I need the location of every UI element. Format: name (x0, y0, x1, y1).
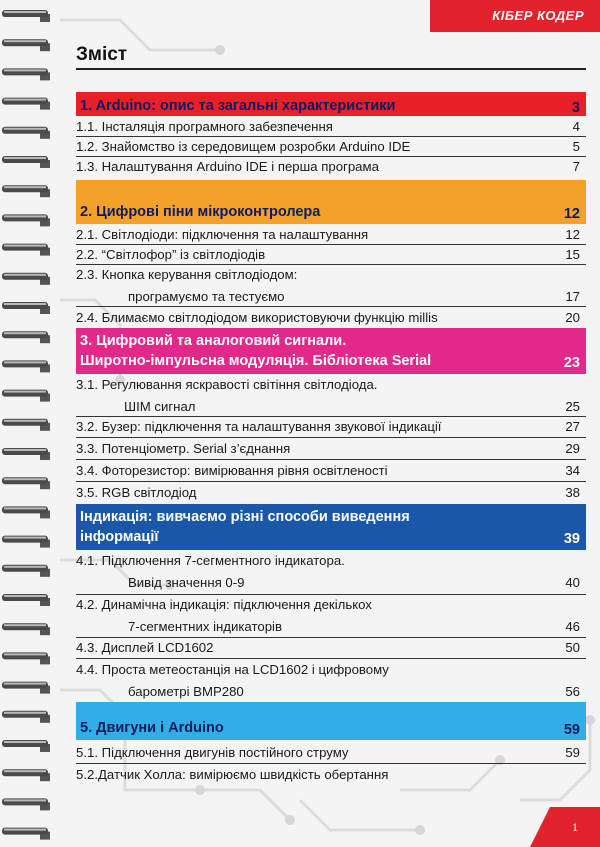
binding-ring (2, 39, 50, 51)
entry-page: 20 (565, 310, 580, 325)
entry-title: 1.3. Налаштування Arduino IDE і перша програма (76, 159, 379, 174)
entry-page: 40 (565, 575, 580, 590)
toc-entry[interactable] (76, 552, 586, 592)
entry-title: 3.3. Потенціометр. Serial з’єднання (76, 441, 291, 456)
toc-entry[interactable] (76, 138, 586, 155)
section-title-line2: Широтно-імпульсна модуляція. Бібліотека Serial (80, 353, 432, 369)
section-title: 3. Цифровий та аналоговий сигнали. (80, 333, 347, 349)
toc-entry[interactable] (76, 309, 586, 326)
entry-title: 2.2. “Світлофор” із світлодіодів (76, 247, 266, 262)
entry-title: 3.4. Фоторезистор: вимірювання рівня освітленості (76, 463, 388, 478)
entry-page: 59 (565, 745, 580, 760)
entry-page: 38 (565, 485, 580, 500)
entry-title: 1.2. Знайомство із середовищем розробки Arduino IDE (76, 139, 411, 154)
binding-ring (2, 594, 50, 606)
entry-page: 5 (572, 139, 580, 154)
section-heading-1[interactable] (76, 92, 586, 116)
binding-ring (2, 331, 50, 343)
binding-ring (2, 448, 50, 460)
section-page: 3 (571, 100, 580, 116)
entry-page: 15 (565, 247, 580, 262)
entry-title: 4.4. Проста метеостанція на LCD1602 і цифровому (76, 662, 389, 677)
section-title: 5. Двигуни і Arduino (80, 720, 224, 736)
section-title: 2. Цифрові піни мікроконтролера (80, 204, 321, 220)
page-number: 1 (572, 820, 578, 834)
binding-ring (2, 740, 50, 752)
binding-ring (2, 477, 50, 489)
binding-ring (2, 360, 50, 372)
page-corner (530, 807, 600, 847)
binding-ring (2, 769, 50, 781)
entry-title: 2.4. Блимаємо світлодіодом використовуючи функцію millis (76, 310, 438, 325)
entry-title-line2: Вивід значення 0-9 (128, 575, 245, 590)
divider (76, 459, 586, 460)
section-page: 12 (563, 206, 580, 222)
entry-page: 25 (565, 399, 580, 414)
spiral-binding (0, 0, 60, 847)
toc-entry[interactable] (76, 596, 586, 636)
binding-ring (2, 506, 50, 518)
binding-ring (2, 390, 50, 402)
binding-ring (2, 711, 50, 723)
entry-title: 4.3. Дисплей LCD1602 (76, 640, 214, 655)
entry-page: 7 (572, 159, 580, 174)
entry-title-line2: ШІМ сигнал (124, 399, 196, 414)
divider (76, 136, 586, 137)
binding-ring (2, 652, 50, 664)
section-title: Індикація: вивчаємо різні способи виведення (80, 509, 410, 525)
page-title: Зміст (76, 44, 128, 65)
binding-ring (2, 10, 50, 22)
section-heading-2[interactable] (76, 180, 586, 224)
divider (76, 437, 586, 438)
brand-banner (430, 0, 600, 32)
section-heading-4[interactable] (76, 504, 586, 550)
binding-ring (2, 623, 50, 635)
section-heading-3[interactable] (76, 328, 586, 374)
entry-page: 50 (565, 640, 580, 655)
section-heading-5[interactable] (76, 702, 586, 740)
toc-entry[interactable] (76, 158, 586, 175)
section-title: 1. Arduino: опис та загальні характеристики (80, 98, 396, 114)
toc-entry[interactable] (76, 440, 586, 457)
entry-title: 5.2.Датчик Холла: вимірюємо швидкість обертання (76, 767, 389, 782)
brand-label: КІБЕР КОДЕР (492, 8, 584, 23)
toc-entry[interactable] (76, 639, 586, 656)
toc-entry[interactable] (76, 246, 586, 263)
section-title-block (80, 504, 410, 550)
binding-ring (2, 127, 50, 139)
entry-page: 27 (565, 419, 580, 434)
binding-ring (2, 273, 50, 285)
toc-entry[interactable] (76, 661, 586, 701)
section-title-block (80, 328, 431, 374)
section-page: 59 (563, 722, 580, 738)
divider (76, 306, 586, 307)
entry-page: 4 (572, 119, 580, 134)
toc-entry[interactable] (76, 226, 586, 243)
toc-entry[interactable] (76, 266, 586, 306)
entry-title: 3.5. RGB світлодіод (76, 485, 197, 500)
entry-page: 12 (565, 227, 580, 242)
divider (76, 594, 586, 595)
binding-ring (2, 98, 50, 110)
divider (76, 156, 586, 157)
toc-entry[interactable] (76, 376, 586, 416)
toc-entry[interactable] (76, 418, 586, 435)
entry-title-line2: 7-сегментних індикаторів (128, 619, 282, 634)
entry-title: 2.1. Світлодіоди: підключення та налаштування (76, 227, 369, 242)
entry-page: 29 (565, 441, 580, 456)
toc-entry[interactable] (76, 484, 586, 501)
section-page: 39 (563, 531, 580, 547)
divider (76, 264, 586, 265)
divider (76, 416, 586, 417)
toc-entry[interactable] (76, 744, 586, 761)
entry-title: 3.1. Регулювання яскравості світіння світлодіода. (76, 377, 378, 392)
section-page: 23 (563, 355, 580, 371)
toc-entry[interactable] (76, 462, 586, 479)
binding-ring (2, 419, 50, 431)
entry-title: 3.2. Бузер: підключення та налаштування звукової індикації (76, 419, 442, 434)
binding-ring (2, 798, 50, 810)
entry-title: 4.2. Динамічна індикація: підключення декількох (76, 597, 372, 612)
binding-ring (2, 565, 50, 577)
entry-title: 1.1. Інсталяція програмного забезпечення (76, 119, 333, 134)
entry-title-line2: програмуємо та тестуємо (128, 289, 285, 304)
entry-page: 46 (565, 619, 580, 634)
binding-ring (2, 185, 50, 197)
entry-page: 34 (565, 463, 580, 478)
divider (76, 658, 586, 659)
title-divider (76, 68, 586, 70)
binding-ring (2, 828, 50, 840)
entry-title: 2.3. Кнопка керування світлодіодом: (76, 267, 298, 282)
binding-ring (2, 156, 50, 168)
divider (76, 244, 586, 245)
binding-ring (2, 302, 50, 314)
binding-ring (2, 214, 50, 226)
divider (76, 637, 586, 638)
binding-ring (2, 682, 50, 694)
binding-ring (2, 536, 50, 548)
entry-title-line2: барометрі BMP280 (128, 684, 244, 699)
binding-ring (2, 68, 50, 80)
entry-page: 17 (565, 289, 580, 304)
entry-title: 4.1. Підключення 7-сегментного індикатора. (76, 553, 345, 568)
toc-entry[interactable] (76, 766, 586, 783)
toc-entry[interactable] (76, 118, 586, 135)
entry-title: 5.1. Підключення двигунів постійного струму (76, 745, 349, 760)
section-title-line2: інформації (80, 529, 159, 545)
binding-ring (2, 244, 50, 256)
divider (76, 481, 586, 482)
divider (76, 763, 586, 764)
entry-page: 56 (565, 684, 580, 699)
